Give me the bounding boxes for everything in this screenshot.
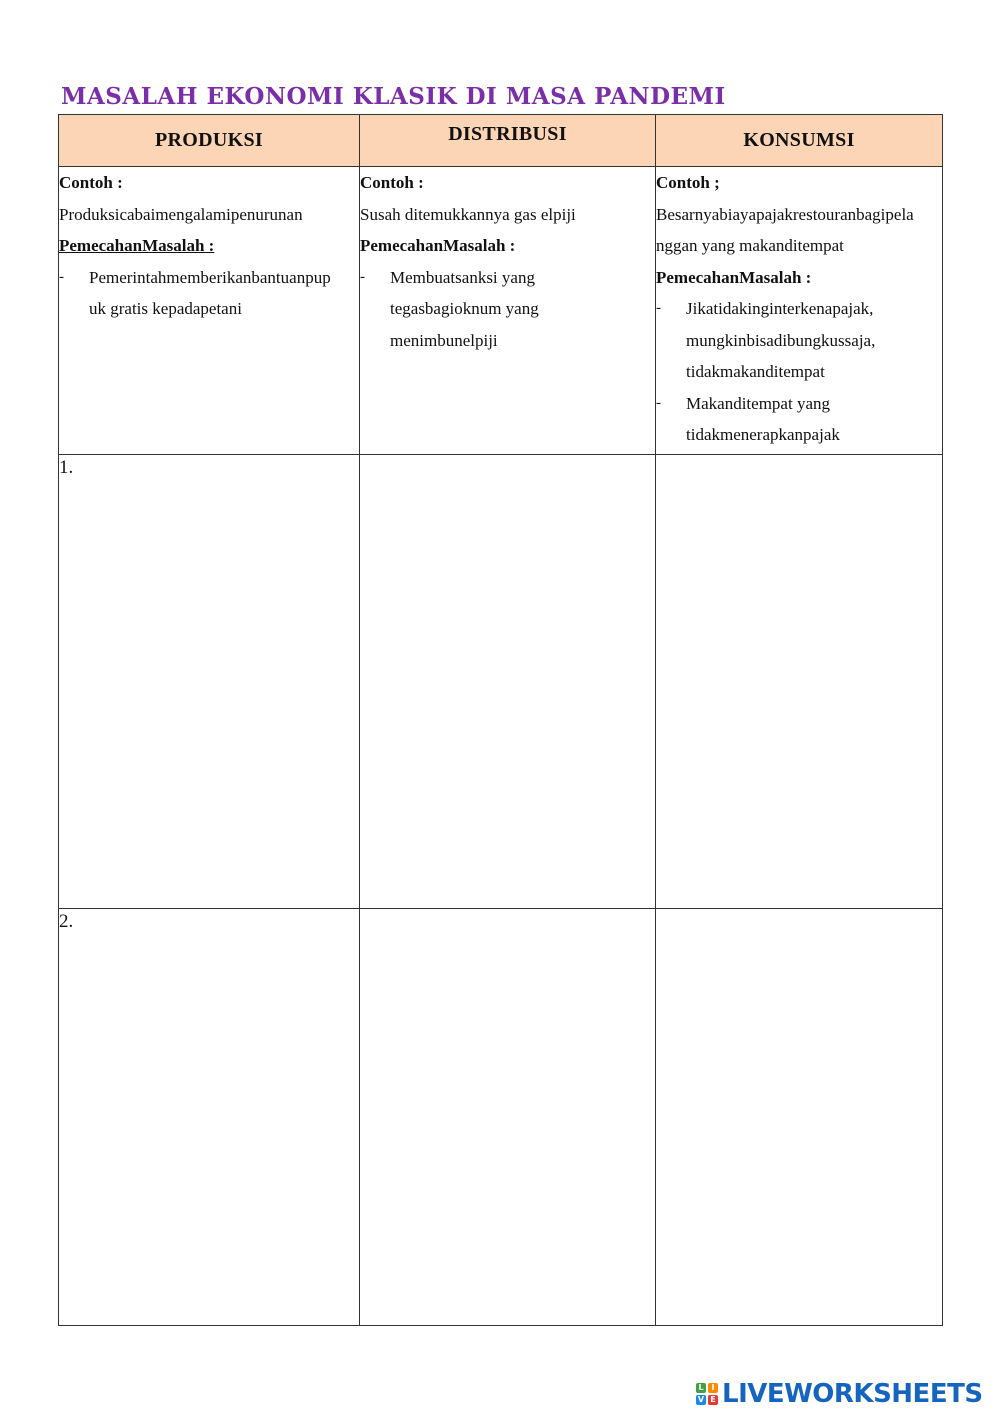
solution-label: PemecahanMasalah : xyxy=(360,236,516,255)
contoh-text: Besarnyabiayapajakrestouranbagipela xyxy=(656,204,914,224)
solution-list xyxy=(656,293,942,451)
answer-row-2 xyxy=(59,909,943,1326)
konsumsi-example-cell xyxy=(656,167,943,455)
answer-cell-konsumsi-2[interactable] xyxy=(656,909,943,1326)
row-number: 1. xyxy=(59,457,74,478)
contoh-label: Contoh : xyxy=(360,173,424,192)
header-distribusi: DISTRIBUSI xyxy=(360,115,656,167)
row-number: 2. xyxy=(59,911,74,932)
brand-name: LIVEWORKSHEETS xyxy=(722,1379,983,1409)
answer-cell-distribusi-1[interactable] xyxy=(360,455,656,909)
header-konsumsi: KONSUMSI xyxy=(656,115,943,167)
contoh-label: Contoh : xyxy=(59,173,123,192)
worksheet-title: MASALAH EKONOMI KLASIK DI MASA PANDEMI xyxy=(61,83,726,110)
solution-item: - Membuatsanksi yang tegasbagioknum yang menimbunelpiji xyxy=(360,262,655,357)
solution-label: PemecahanMasalah : xyxy=(59,236,215,255)
contoh-text: Susah ditemukkannya gas elpiji xyxy=(360,204,576,224)
answer-cell-produksi-1[interactable] xyxy=(59,455,360,909)
solution-list xyxy=(360,262,655,357)
answer-cell-produksi-2[interactable] xyxy=(59,909,360,1326)
contoh-text: nggan yang makanditempat xyxy=(656,236,844,255)
header-produksi: PRODUKSI xyxy=(59,115,360,167)
contoh-label: Contoh ; xyxy=(656,173,720,192)
produksi-example-cell xyxy=(59,167,360,455)
solution-item: - Makanditempat yang tidakmenerapkanpajak xyxy=(656,388,942,451)
answer-cell-distribusi-2[interactable] xyxy=(360,909,656,1326)
answer-row-1 xyxy=(59,455,943,909)
solution-item: - Pemerintahmemberikanbantuanpup uk gratis kepadapetani xyxy=(59,262,359,325)
header-row xyxy=(59,115,943,167)
contoh-text: Produksicabaimengalamipenurunan xyxy=(59,204,303,224)
example-row xyxy=(59,167,943,455)
solution-item: - Jikatidakinginterkenapajak, mungkinbisadibungkussaja, tidakmakanditempat xyxy=(656,293,942,388)
liveworksheets-logo xyxy=(696,1375,983,1413)
economy-problems-table xyxy=(58,114,943,1326)
logo-mark-icon: L I V E xyxy=(696,1383,718,1405)
distribusi-example-cell xyxy=(360,167,656,455)
solution-label: PemecahanMasalah : xyxy=(656,267,812,287)
answer-cell-konsumsi-1[interactable] xyxy=(656,455,943,909)
solution-list xyxy=(59,262,359,325)
